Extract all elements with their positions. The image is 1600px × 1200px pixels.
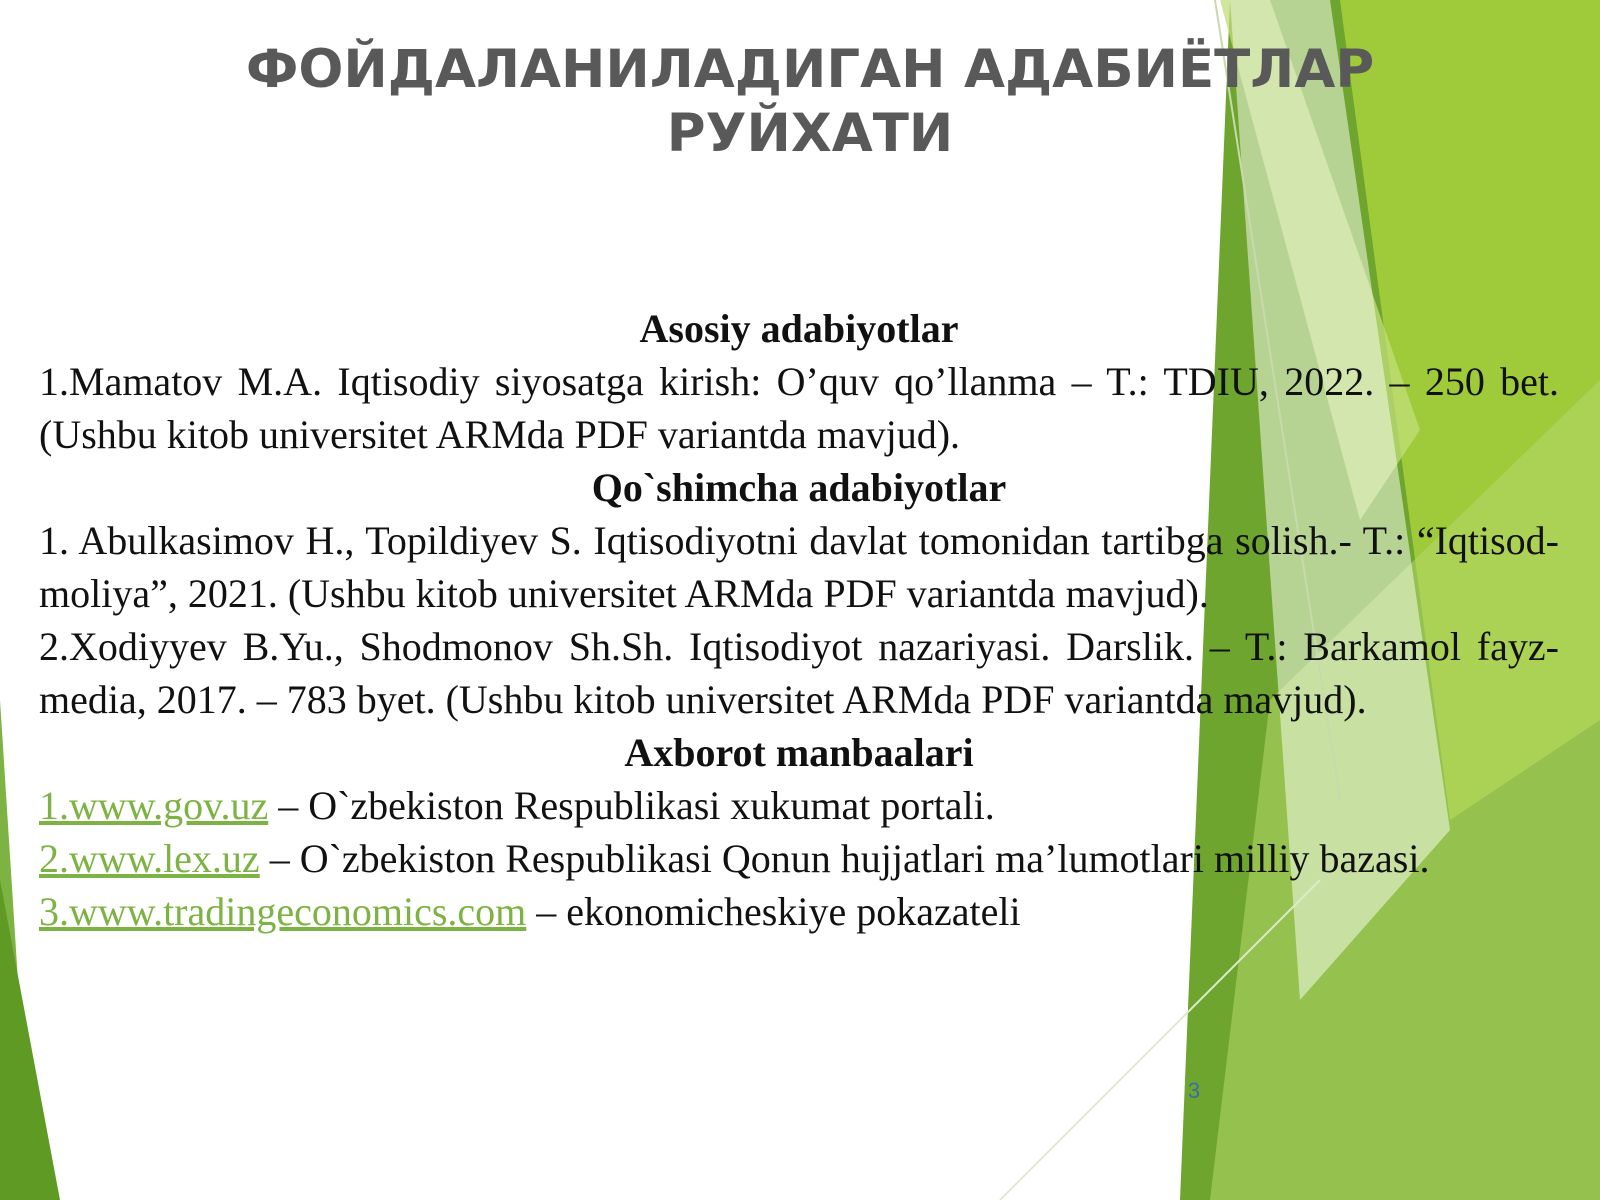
page-number: 3 [1187,1078,1201,1103]
main-literature-item-1: 1.Mamatov M.A. Iqtisodiy siyosatga kirish: O’quv qo’llanma – T.: TDIU, 2022. – 250 bet. (Ushbu kitob universitet ARMda PDF variantda mavjud). [39,359,1559,457]
source-item-1 [39,779,1559,832]
source-desc-lex: – O`zbekiston Respublikasi Qonun hujjatlari ma’lumotlari milliy bazasi. [259,836,1430,881]
references-body [39,302,1559,938]
additional-literature-heading: Qo`shimcha adabiyotlar [591,465,1007,510]
source-desc-tradingeconomics: – ekonomicheskiye pokazateli [526,889,1021,934]
page-title [180,38,1440,166]
source-link-lex[interactable]: 2.www.lex.uz [39,836,260,881]
title-line-1: ФОЙДАЛАНИЛАДИГАН АДАБИЁТЛАР [245,39,1375,100]
additional-literature-item-1: 1. Abulkasimov H., Topildiyev S. Iqtisodiyotni davlat tomonidan tartibga solish.- T.: “Iqtisod-moliya”, 2021. (Ushbu kitob universitet ARMda PDF variantda mavjud). [39,518,1559,616]
information-sources-heading: Axborot manbaalari [624,730,974,775]
main-literature-heading: Asosiy adabiyotlar [639,306,959,351]
additional-literature-item-2: 2.Xodiyyev B.Yu., Shodmonov Sh.Sh. Iqtisodiyot nazariyasi. Darslik. – T.: Barkamol fayz- media, 2017. – 783 byet. (Ushbu kitob universitet ARMda PDF variantda mavjud). [39,624,1559,722]
source-link-gov[interactable]: 1.www.gov.uz [39,783,269,828]
source-item-3 [39,885,1559,938]
source-item-2 [39,832,1559,885]
title-line-2: РУЙХАТИ [666,103,954,164]
source-desc-gov: – O`zbekiston Respublikasi xukumat portali. [268,783,995,828]
source-link-tradingeconomics[interactable]: 3.www.tradingeconomics.com [39,889,527,934]
